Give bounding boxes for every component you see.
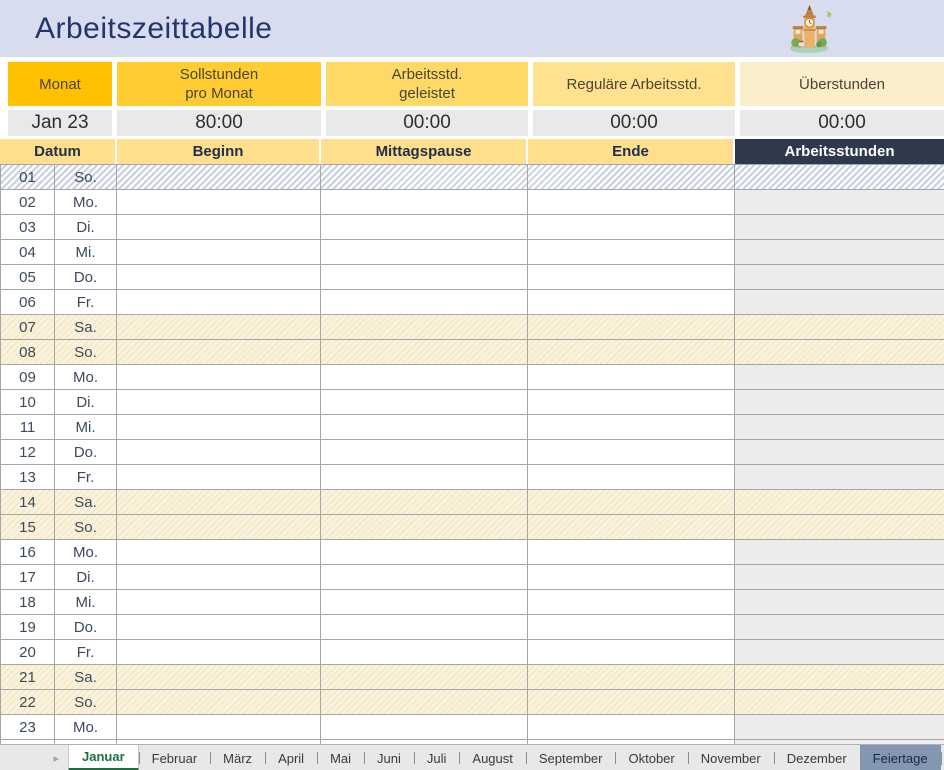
day-cell[interactable]: 20 [1, 640, 55, 665]
sheet-tab-mai[interactable]: Mai [317, 745, 364, 770]
ende-cell[interactable] [528, 490, 735, 515]
table-row [1, 640, 944, 665]
table-row-partial [1, 740, 944, 744]
ende-cell[interactable] [528, 190, 735, 215]
sheet-tab-oktober[interactable]: Oktober [615, 745, 687, 770]
arbeitsstunden-cell[interactable] [735, 265, 944, 290]
ende-cell[interactable] [528, 415, 735, 440]
mittagspause-cell[interactable] [321, 515, 528, 540]
ende-cell[interactable] [528, 540, 735, 565]
ende-cell[interactable] [528, 590, 735, 615]
day-cell[interactable]: 12 [1, 440, 55, 465]
day-cell[interactable]: 22 [1, 690, 55, 715]
table-row [1, 190, 944, 215]
arbeitsstunden-cell[interactable] [735, 515, 944, 540]
weekday-cell[interactable]: So. [55, 690, 117, 715]
day-cell[interactable]: 03 [1, 215, 55, 240]
ende-cell[interactable] [528, 715, 735, 740]
summary-header-label-line2: geleistet [399, 85, 455, 102]
day-cell[interactable]: 05 [1, 265, 55, 290]
weekday-cell[interactable]: Di. [55, 215, 117, 240]
table-row [1, 240, 944, 265]
ende-cell[interactable] [528, 265, 735, 290]
beginn-cell[interactable] [117, 665, 321, 690]
day-cell[interactable]: 10 [1, 390, 55, 415]
column-header-datum: Datum [0, 139, 117, 164]
mittagspause-cell[interactable] [321, 390, 528, 415]
beginn-cell[interactable] [117, 390, 321, 415]
day-cell[interactable]: 23 [1, 715, 55, 740]
sheet-tab-august[interactable]: August [459, 745, 525, 770]
table-row [1, 590, 944, 615]
weekday-cell [55, 740, 117, 744]
day-cell [1, 740, 55, 744]
column-header-arbeitsstunden: Arbeitsstunden [735, 139, 944, 164]
beginn-cell[interactable] [117, 315, 321, 340]
table-row [1, 165, 944, 190]
table-body [0, 164, 944, 744]
sheet-tab-april[interactable]: April [265, 745, 317, 770]
table-row [1, 390, 944, 415]
sheet-tab-februar[interactable]: Februar [139, 745, 211, 770]
ende-cell[interactable] [528, 390, 735, 415]
arbeitsstunden-cell[interactable] [735, 240, 944, 265]
sheet-tabs [68, 745, 941, 770]
page-title: Arbeitszeittabelle [35, 11, 273, 45]
column-header-ende: Ende [528, 139, 735, 164]
beginn-cell[interactable] [117, 615, 321, 640]
table-row [1, 515, 944, 540]
summary-value-1[interactable]: Jan 23 [8, 110, 112, 136]
ende-cell[interactable] [528, 565, 735, 590]
table-row [1, 265, 944, 290]
weekday-cell[interactable]: Fr. [55, 640, 117, 665]
ende-cell[interactable] [528, 440, 735, 465]
day-cell[interactable]: 18 [1, 590, 55, 615]
column-header-beginn: Beginn [117, 139, 321, 164]
ende-cell[interactable] [528, 665, 735, 690]
summary-header-label: Arbeitsstd. [391, 66, 463, 83]
weekday-cell[interactable]: Mo. [55, 715, 117, 740]
weekday-cell[interactable]: Di. [55, 390, 117, 415]
arbeitsstunden-cell [735, 740, 944, 744]
summary-header-4 [533, 62, 735, 106]
day-cell[interactable]: 16 [1, 540, 55, 565]
ende-cell[interactable] [528, 365, 735, 390]
mittagspause-cell[interactable] [321, 565, 528, 590]
weekday-cell[interactable]: Sa. [55, 315, 117, 340]
mittagspause-cell[interactable] [321, 165, 528, 190]
summary-header-label-line2: pro Monat [185, 85, 253, 102]
summary-value-3[interactable]: 00:00 [326, 110, 528, 136]
table-column-headers [0, 139, 944, 164]
beginn-cell[interactable] [117, 340, 321, 365]
ende-cell [528, 740, 735, 744]
table-row [1, 690, 944, 715]
table-row [1, 565, 944, 590]
ende-cell[interactable] [528, 315, 735, 340]
day-cell[interactable]: 07 [1, 315, 55, 340]
beginn-cell[interactable] [117, 265, 321, 290]
right-triangle-icon[interactable]: ▸ [53, 752, 59, 765]
day-cell[interactable]: 08 [1, 340, 55, 365]
column-header-mittagspause: Mittagspause [321, 139, 528, 164]
sheet-tab-januar[interactable]: Januar [68, 745, 139, 770]
summary-value-5[interactable]: 00:00 [740, 110, 944, 136]
table-row [1, 540, 944, 565]
beginn-cell[interactable] [117, 365, 321, 390]
arbeitsstunden-cell[interactable] [735, 715, 944, 740]
day-cell[interactable]: 21 [1, 665, 55, 690]
mittagspause-cell[interactable] [321, 590, 528, 615]
mittagspause-cell[interactable] [321, 665, 528, 690]
table-row [1, 440, 944, 465]
table-row [1, 215, 944, 240]
weekday-cell[interactable]: Do. [55, 440, 117, 465]
summary-header-5 [740, 62, 944, 106]
beginn-cell[interactable] [117, 165, 321, 190]
summary-header-label: Reguläre Arbeitsstd. [566, 75, 702, 93]
table-row [1, 465, 944, 490]
arbeitsstunden-cell[interactable] [735, 440, 944, 465]
mittagspause-cell[interactable] [321, 540, 528, 565]
table-row [1, 715, 944, 740]
mittagspause-cell[interactable] [321, 440, 528, 465]
day-cell[interactable]: 01 [1, 165, 55, 190]
beginn-cell [117, 740, 321, 744]
beginn-cell[interactable] [117, 440, 321, 465]
mittagspause-cell[interactable] [321, 640, 528, 665]
mittagspause-cell[interactable] [321, 365, 528, 390]
ende-cell[interactable] [528, 515, 735, 540]
mittagspause-cell [321, 740, 528, 744]
beginn-cell[interactable] [117, 290, 321, 315]
beginn-cell[interactable] [117, 540, 321, 565]
weekday-cell[interactable]: Fr. [55, 465, 117, 490]
weekday-cell[interactable]: So. [55, 340, 117, 365]
tab-scroll-nav[interactable] [0, 745, 68, 770]
arbeitsstunden-cell[interactable] [735, 390, 944, 415]
arbeitsstunden-cell[interactable] [735, 215, 944, 240]
arbeitsstunden-cell[interactable] [735, 165, 944, 190]
summary-header-3 [326, 62, 528, 106]
table-row [1, 490, 944, 515]
arbeitsstunden-cell[interactable] [735, 490, 944, 515]
mittagspause-cell[interactable] [321, 290, 528, 315]
sheet-tab-november[interactable]: November [688, 745, 774, 770]
weekday-cell[interactable]: Mo. [55, 190, 117, 215]
day-cell[interactable]: 04 [1, 240, 55, 265]
summary-header-label: Überstunden [799, 75, 885, 93]
beginn-cell[interactable] [117, 215, 321, 240]
mittagspause-cell[interactable] [321, 615, 528, 640]
day-cell[interactable]: 15 [1, 515, 55, 540]
day-cell[interactable]: 09 [1, 365, 55, 390]
arbeitsstunden-cell[interactable] [735, 315, 944, 340]
sheet-tab-september[interactable]: September [526, 745, 616, 770]
day-cell[interactable]: 19 [1, 615, 55, 640]
mittagspause-cell[interactable] [321, 490, 528, 515]
weekday-cell[interactable]: Sa. [55, 665, 117, 690]
arbeitsstunden-cell[interactable] [735, 465, 944, 490]
beginn-cell[interactable] [117, 240, 321, 265]
summary-grid [0, 62, 944, 136]
beginn-cell[interactable] [117, 690, 321, 715]
arbeitsstunden-cell[interactable] [735, 540, 944, 565]
ende-cell[interactable] [528, 615, 735, 640]
mittagspause-cell[interactable] [321, 715, 528, 740]
mittagspause-cell[interactable] [321, 415, 528, 440]
app-title-bar [0, 0, 944, 57]
day-cell[interactable]: 17 [1, 565, 55, 590]
summary-header-1 [8, 62, 112, 106]
arbeitsstunden-cell[interactable] [735, 340, 944, 365]
beginn-cell[interactable] [117, 190, 321, 215]
summary-header-label: Sollstunden [179, 66, 259, 83]
weekday-cell[interactable]: Mi. [55, 590, 117, 615]
ende-cell[interactable] [528, 465, 735, 490]
day-cell[interactable]: 02 [1, 190, 55, 215]
ende-cell[interactable] [528, 340, 735, 365]
arbeitsstunden-cell[interactable] [735, 190, 944, 215]
ende-cell[interactable] [528, 165, 735, 190]
sheet-tab-dezember[interactable]: Dezember [774, 745, 860, 770]
ende-cell[interactable] [528, 690, 735, 715]
weekday-cell[interactable]: So. [55, 165, 117, 190]
summary-header-2 [117, 62, 321, 106]
beginn-cell[interactable] [117, 590, 321, 615]
mittagspause-cell[interactable] [321, 215, 528, 240]
beginn-cell[interactable] [117, 415, 321, 440]
ende-cell[interactable] [528, 290, 735, 315]
day-cell[interactable]: 06 [1, 290, 55, 315]
ende-cell[interactable] [528, 240, 735, 265]
arbeitsstunden-cell[interactable] [735, 640, 944, 665]
ende-cell[interactable] [528, 215, 735, 240]
sheet-tab-juni[interactable]: Juni [364, 745, 414, 770]
mittagspause-cell[interactable] [321, 190, 528, 215]
weekday-cell[interactable]: Mo. [55, 365, 117, 390]
mittagspause-cell[interactable] [321, 315, 528, 340]
weekday-cell[interactable]: So. [55, 515, 117, 540]
tab-bar-divider [941, 752, 944, 765]
mittagspause-cell[interactable] [321, 690, 528, 715]
table-row [1, 665, 944, 690]
weekday-cell[interactable]: Di. [55, 565, 117, 590]
ende-cell[interactable] [528, 640, 735, 665]
day-cell[interactable]: 13 [1, 465, 55, 490]
mittagspause-cell[interactable] [321, 340, 528, 365]
arbeitsstunden-cell[interactable] [735, 665, 944, 690]
weekday-cell[interactable]: Do. [55, 265, 117, 290]
table-row [1, 340, 944, 365]
weekday-cell[interactable]: Fr. [55, 290, 117, 315]
clock-tower-icon [786, 4, 834, 54]
mittagspause-cell[interactable] [321, 240, 528, 265]
weekday-cell[interactable]: Sa. [55, 490, 117, 515]
beginn-cell[interactable] [117, 640, 321, 665]
arbeitsstunden-cell[interactable] [735, 565, 944, 590]
arbeitsstunden-cell[interactable] [735, 615, 944, 640]
mittagspause-cell[interactable] [321, 465, 528, 490]
arbeitsstunden-cell[interactable] [735, 365, 944, 390]
table-row [1, 290, 944, 315]
beginn-cell[interactable] [117, 715, 321, 740]
arbeitsstunden-cell[interactable] [735, 415, 944, 440]
table-row [1, 615, 944, 640]
arbeitsstunden-cell[interactable] [735, 290, 944, 315]
sheet-tab-bar [0, 744, 944, 770]
weekday-cell[interactable]: Mo. [55, 540, 117, 565]
summary-value-4[interactable]: 00:00 [533, 110, 735, 136]
weekday-cell[interactable]: Mi. [55, 415, 117, 440]
table-row [1, 415, 944, 440]
sheet-tab-juli[interactable]: Juli [414, 745, 460, 770]
beginn-cell[interactable] [117, 565, 321, 590]
weekday-cell[interactable]: Mi. [55, 240, 117, 265]
table-row [1, 315, 944, 340]
table-row [1, 365, 944, 390]
arbeitsstunden-cell[interactable] [735, 590, 944, 615]
beginn-cell[interactable] [117, 515, 321, 540]
day-cell[interactable]: 11 [1, 415, 55, 440]
arbeitsstunden-cell[interactable] [735, 690, 944, 715]
day-cell[interactable]: 14 [1, 490, 55, 515]
summary-value-2[interactable]: 80:00 [117, 110, 321, 136]
sheet-tab-feiertage[interactable]: Feiertage [860, 745, 941, 770]
summary-header-label: Monat [39, 75, 81, 93]
sheet-tab-märz[interactable]: März [210, 745, 265, 770]
beginn-cell[interactable] [117, 465, 321, 490]
mittagspause-cell[interactable] [321, 265, 528, 290]
beginn-cell[interactable] [117, 490, 321, 515]
weekday-cell[interactable]: Do. [55, 615, 117, 640]
